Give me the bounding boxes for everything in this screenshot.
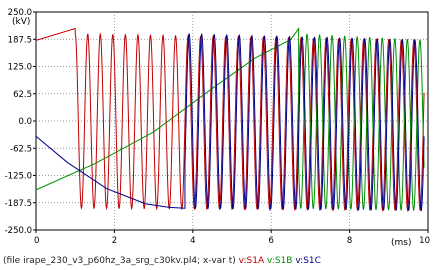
- legend-entry-s1c: v:S1C: [295, 256, 321, 266]
- x-axis-ticks: [34, 230, 430, 246]
- y-tick-label: 250.0: [7, 8, 32, 18]
- y-tick-label: 62.5: [13, 89, 32, 100]
- x-tick-label: 6: [268, 236, 274, 246]
- y-tick-label: 0.0: [18, 117, 32, 127]
- legend-entry-s1a: v:S1A: [238, 256, 265, 266]
- x-tick-label: 0: [34, 236, 40, 246]
- x-tick-label: 10: [419, 236, 430, 246]
- y-tick-label: -250.0: [4, 226, 32, 236]
- y-tick-label: 125.0: [7, 62, 32, 73]
- y-tick-label: -125.0: [4, 171, 32, 182]
- x-axis-label: (ms): [391, 238, 412, 248]
- x-tick-label: 8: [346, 236, 353, 246]
- y-axis-label: (kV): [12, 17, 31, 27]
- y-axis-ticks: [5, 8, 36, 236]
- x-tick-label: 4: [190, 236, 196, 246]
- y-tick-label: 187.5: [7, 35, 32, 46]
- y-tick-label: -62.5: [10, 144, 32, 155]
- file-caption: (file irape_230_v3_p60hz_3a_srg_c30kv.pl4; x-var t): [3, 256, 236, 266]
- legend-entry-s1b: v:S1B: [266, 256, 293, 266]
- x-tick-label: 2: [111, 236, 118, 246]
- y-tick-label: -187.5: [4, 198, 32, 209]
- chart-caption: [3, 256, 321, 266]
